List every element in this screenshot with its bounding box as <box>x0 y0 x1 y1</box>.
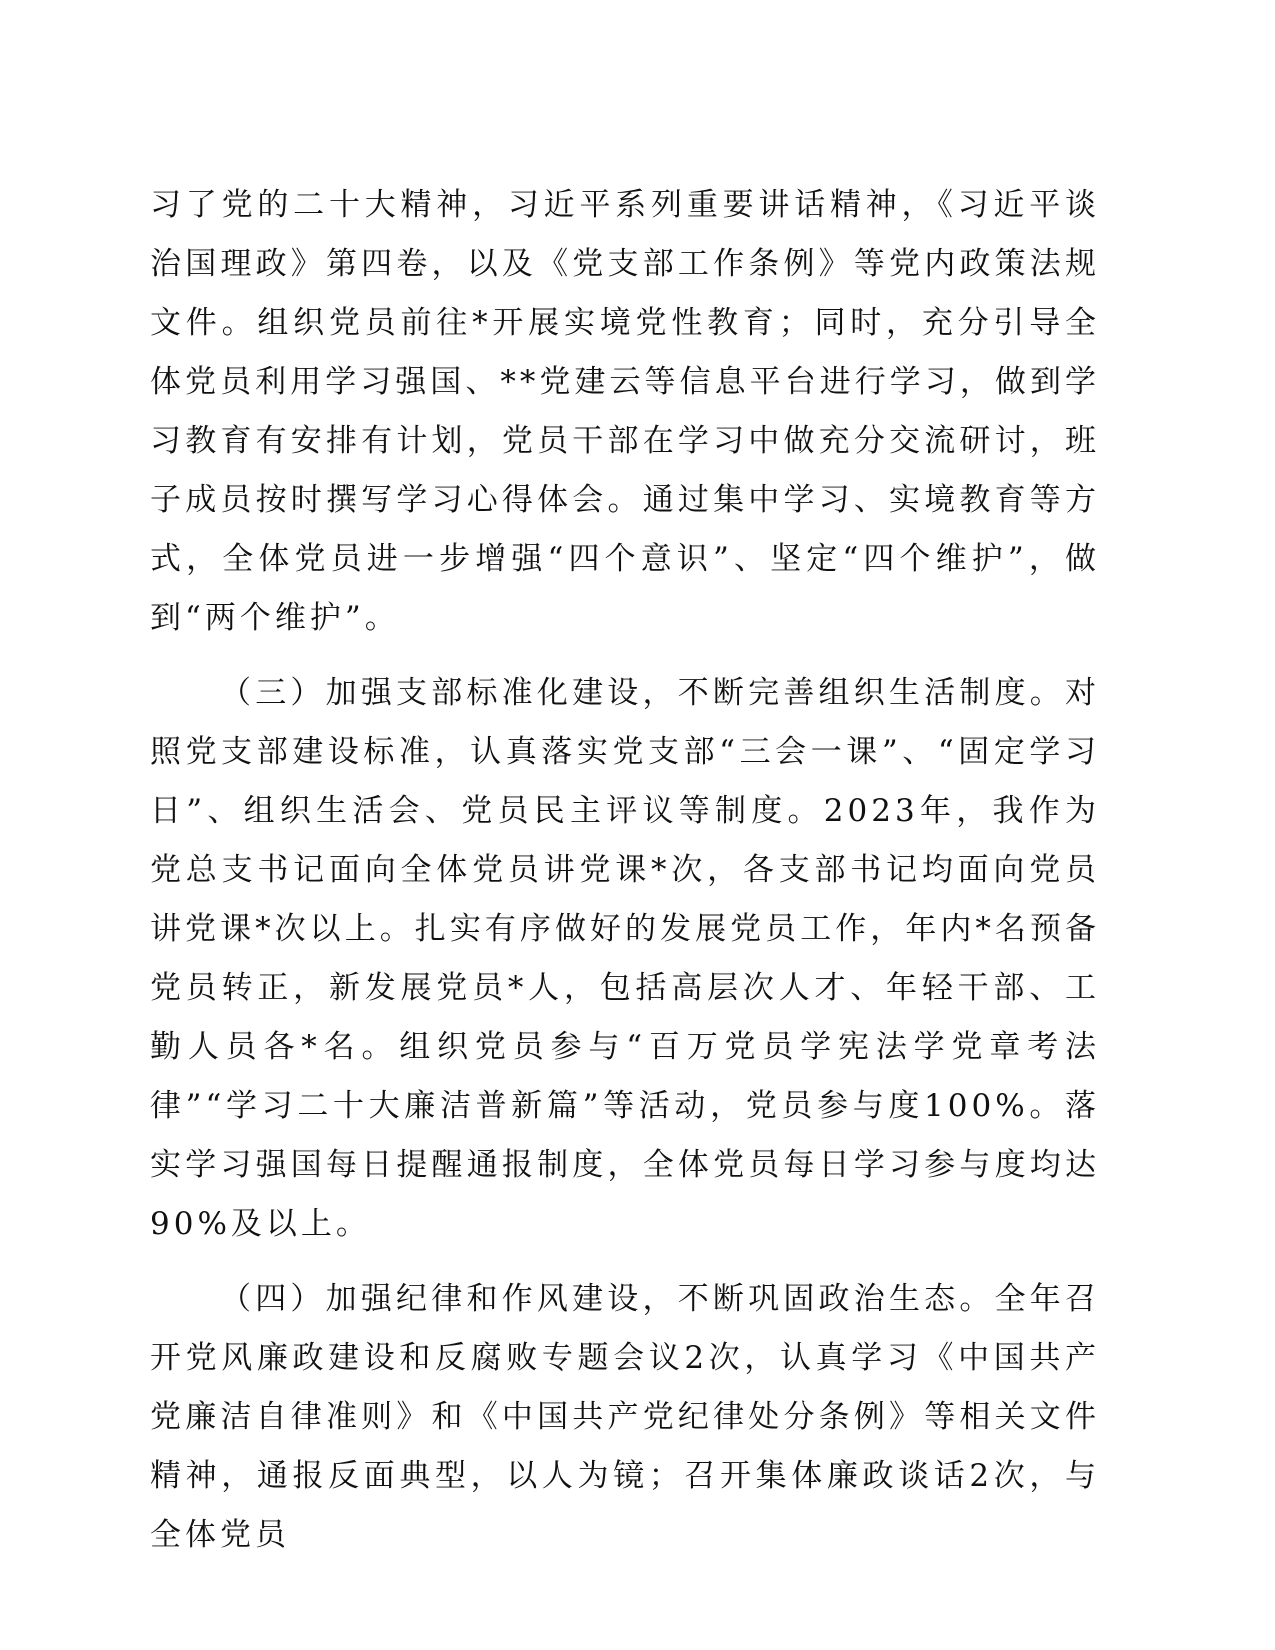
paragraph-continuation: 习了党的二十大精神，习近平系列重要讲话精神，《习近平谈治国理政》第四卷，以及《党支部工作条例》等党内政策法规文件。组织党员前往*开展实境党性教育；同时，充分引导全体党员利用学习强国、**党建云等信息平台进行学习，做到学习教育有安排有计划，党员干部在学习中做充分交流研讨，班子成员按时撰写学习心得体会。通过集中学习、实境教育等方式，全体党员进一步增强“四个意识”、坚定“四个维护”，做到“两个维护”。 <box>150 187 1100 636</box>
document-page <box>150 176 1100 1565</box>
paragraph-section-four: （四）加强纪律和作风建设，不断巩固政治生态。全年召开党风廉政建设和反腐败专题会议2次，认真学习《中国共产党廉洁自律准则》和《中国共产党纪律处分条例》等相关文件精神，通报反面典型，以人为镜；召开集体廉政谈话2次，与全体党员 <box>150 1281 1100 1553</box>
paragraph-section-three: （三）加强支部标准化建设，不断完善组织生活制度。对照党支部建设标准，认真落实党支部“三会一课”、“固定学习日”、组织生活会、党员民主评议等制度。2023年，我作为党总支书记面向全体党员讲党课*次，各支部书记均面向党员讲党课*次以上。扎实有序做好的发展党员工作，年内*名预备党员转正，新发展党员*人，包括高层次人才、年轻干部、工勤人员各*名。组织党员参与“百万党员学宪法学党章考法律”“学习二十大廉洁普新篇”等活动，党员参与度100%。落实学习强国每日提醒通报制度，全体党员每日学习参与度均达90%及以上。 <box>150 675 1100 1242</box>
